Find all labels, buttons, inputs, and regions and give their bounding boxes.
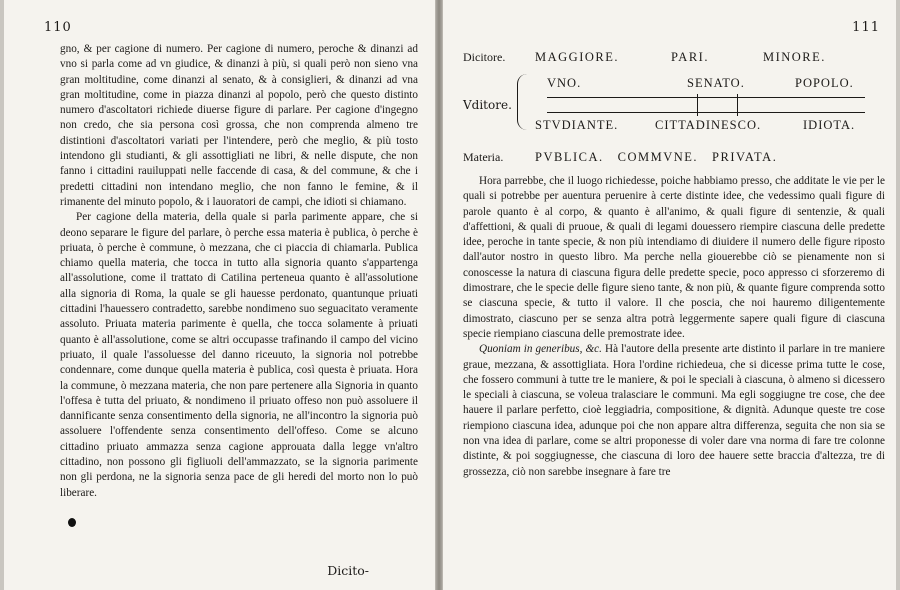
brace-bracket [517,74,532,130]
page-number: 110 [44,20,72,35]
table-cell: POPOLO. [795,76,854,90]
row-label: Materia. [463,150,504,164]
table-cell: MAGGIORE. [535,50,619,64]
paragraph [463,342,885,480]
paragraph: gno, & per cagione di numero. Per cagione di numero, peroche & dinanzi ad vno si parla come ad vn giudice, & dinanzi à più, si quali però non sieno vna gran moltitudine, come dinanzi al senato, & à consiglieri, & dinanzi ad vna gran moltitudine, come in piazza dinanzi al popolo, però che questo distinto numero d'ascoltatori richiede diuerse figure di parlare. Per cagione d'ingegno non credo, che sia persona così grossa, che non comprenda almeno tre distintioni d'ascoltatori variati per l'intendere, però che meglio, & più tosto intendono gli studianti, & gli assottigliati ne libri, & nelle dispute, che non fanno i cittadini rauiluppati nelle faccende di casa, & del commune, & che i predetti cittadini non intendano meglio, che non fanno le femine, & il rimanente del minuto popolo, & i lauoratori de campi, che idioti si chiamano. [60,43,418,208]
right-page [442,0,896,590]
left-page [4,0,436,590]
table-cell: PVBLICA. [535,150,604,164]
table-cell: STVDIANTE. [535,118,619,132]
table-cell: MINORE. [762,50,826,64]
table-cell: PRIVATA. [712,150,778,164]
row-label: Dicitore. [463,50,506,64]
ink-blot [68,518,76,527]
table-row-dicitore [463,50,881,65]
table-cell: PARI. [670,50,709,64]
table-cell: CITTADINESCO. [655,118,762,132]
quote-lemma: Quoniam in generibus, &c. [479,343,602,356]
paragraph: Per cagione della materia, della quale si parla parimente appare, che si deono separare le figure del parlare, ò perche essa materia è publica, ò perche è priuata, ò perche è commune, ò mezzana, che ci piaccia di chiamarla. Publica chiamo quella materia, che tocca in tutto alla signoria quanto s'appartenga all'assolutione, come il trattato di Catilina perteneua quanto è all'assolutione alla signoria di Roma, la quale se gli hauesse perdonato, quantunque priuati cittadini l'hauessero contradetto, sarebbe nondimeno suo seguacitato veramente assoluto. Priuata materia parimente è quella, che tocca solamente à priuati quanto è all'assolutione, come se altri occupasse trafinando il campo del vicino priuato, il quale l'assoluesse del danno riceuuto, la signoria nol potrebbe condennare, come dunque quella materia è publica, così questa è priuata. Hora la commune, ò mezzana materia, che non pare pertenere alla Signoria in quanto l'offesa è tutta del priuato, & nondimeno il priuato offeso non può assoluere il dannificante senza consentimento della signoria, ne all'incontro la signoria può assoluere l'offendente senza consentimento dell'offeso. Come se alcuno cittadino priuato ammazza senza cagione approuata dalla legge vn'altro cittadino, non possono gli figliuoli dell'ammazzato, se la signoria parimente non gli perdona, ne la signoria senza pace de gli heredi del morto non lo può liberare. [60,211,418,499]
body-text [463,174,885,480]
catchword: Dicito- [327,563,369,578]
table-cell: IDIOTA. [803,118,856,132]
table-row-materia [463,150,881,165]
table-cell: VNO. [547,76,582,90]
body-text [60,42,418,501]
page-number: 111 [852,20,880,35]
connector-bracket [547,97,865,113]
table-cell: COMMVNE. [617,150,699,164]
paragraph: Hora parrebbe, che il luogo richiedesse, poiche habbiamo presso, che additate le vie per le quali si potrebbe per auentura peruenire à certe distinte idee, che vedessimo quali figure di parole quanto è al corpo, & quanto è all'animo, & quali figure di sentenzie, & quali d'affettioni, & quali di pruoue, & quali di legami douessero riempire ciascuna delle predette idee, peroche in tante specie, & non più intendiamo di diuidere il numero delle figure riposto dall'autor nostro in questo libro. Ma perche nella giouerebbe ciò se pienamente non si conoscesse la natura di ciascuna figura delle predette specie, poco appresso ci sforzeremo di dimostrare, che le specie delle figure sieno tante, & non più, & quante figure comprenda sotto se ciascuna specie, & tutto il valore. Il che poscia, che noi hauremo diligentemente dimostrato, ciascuno per se senza altra potrà leggermente sapere quali figure di ciascuna specie riempiano ciascuna delle premostrate idee. [463,175,885,340]
row-label: Vditore. [463,98,512,112]
paragraph-text: Hà l'autore della presente arte distinto il parlare in tre maniere graue, mezzana, & assottigliata. Hora l'ordine richiedeua, che si dicesse prima tutte le cose, che fossero communi à tutte tre le maniere, & poi le speciali à ciascuna, ò almeno si dicessero le speciali à ciascuna, se voleua tralasciare le communi. Ma egli soggiugne tre cose, che dee hauere il parlare perfetto, cioè leggiadria, compositione, & dignità. Adunque queste tre cose riempiono ciascuna idea, adunque poi che non appare altra differenza, seguita che non sia se non vna idea di parlare, come se altri proponesse di voler dare vna norma di fare tre colonne distinte, & poi soggiugnesse, che ciascuna di loro dee hauere sette braccia d'altezza, tre di grossezza, ciò non sarebbe insegnare à fare tre [463,343,886,478]
table-cell: SENATO. [687,76,745,90]
